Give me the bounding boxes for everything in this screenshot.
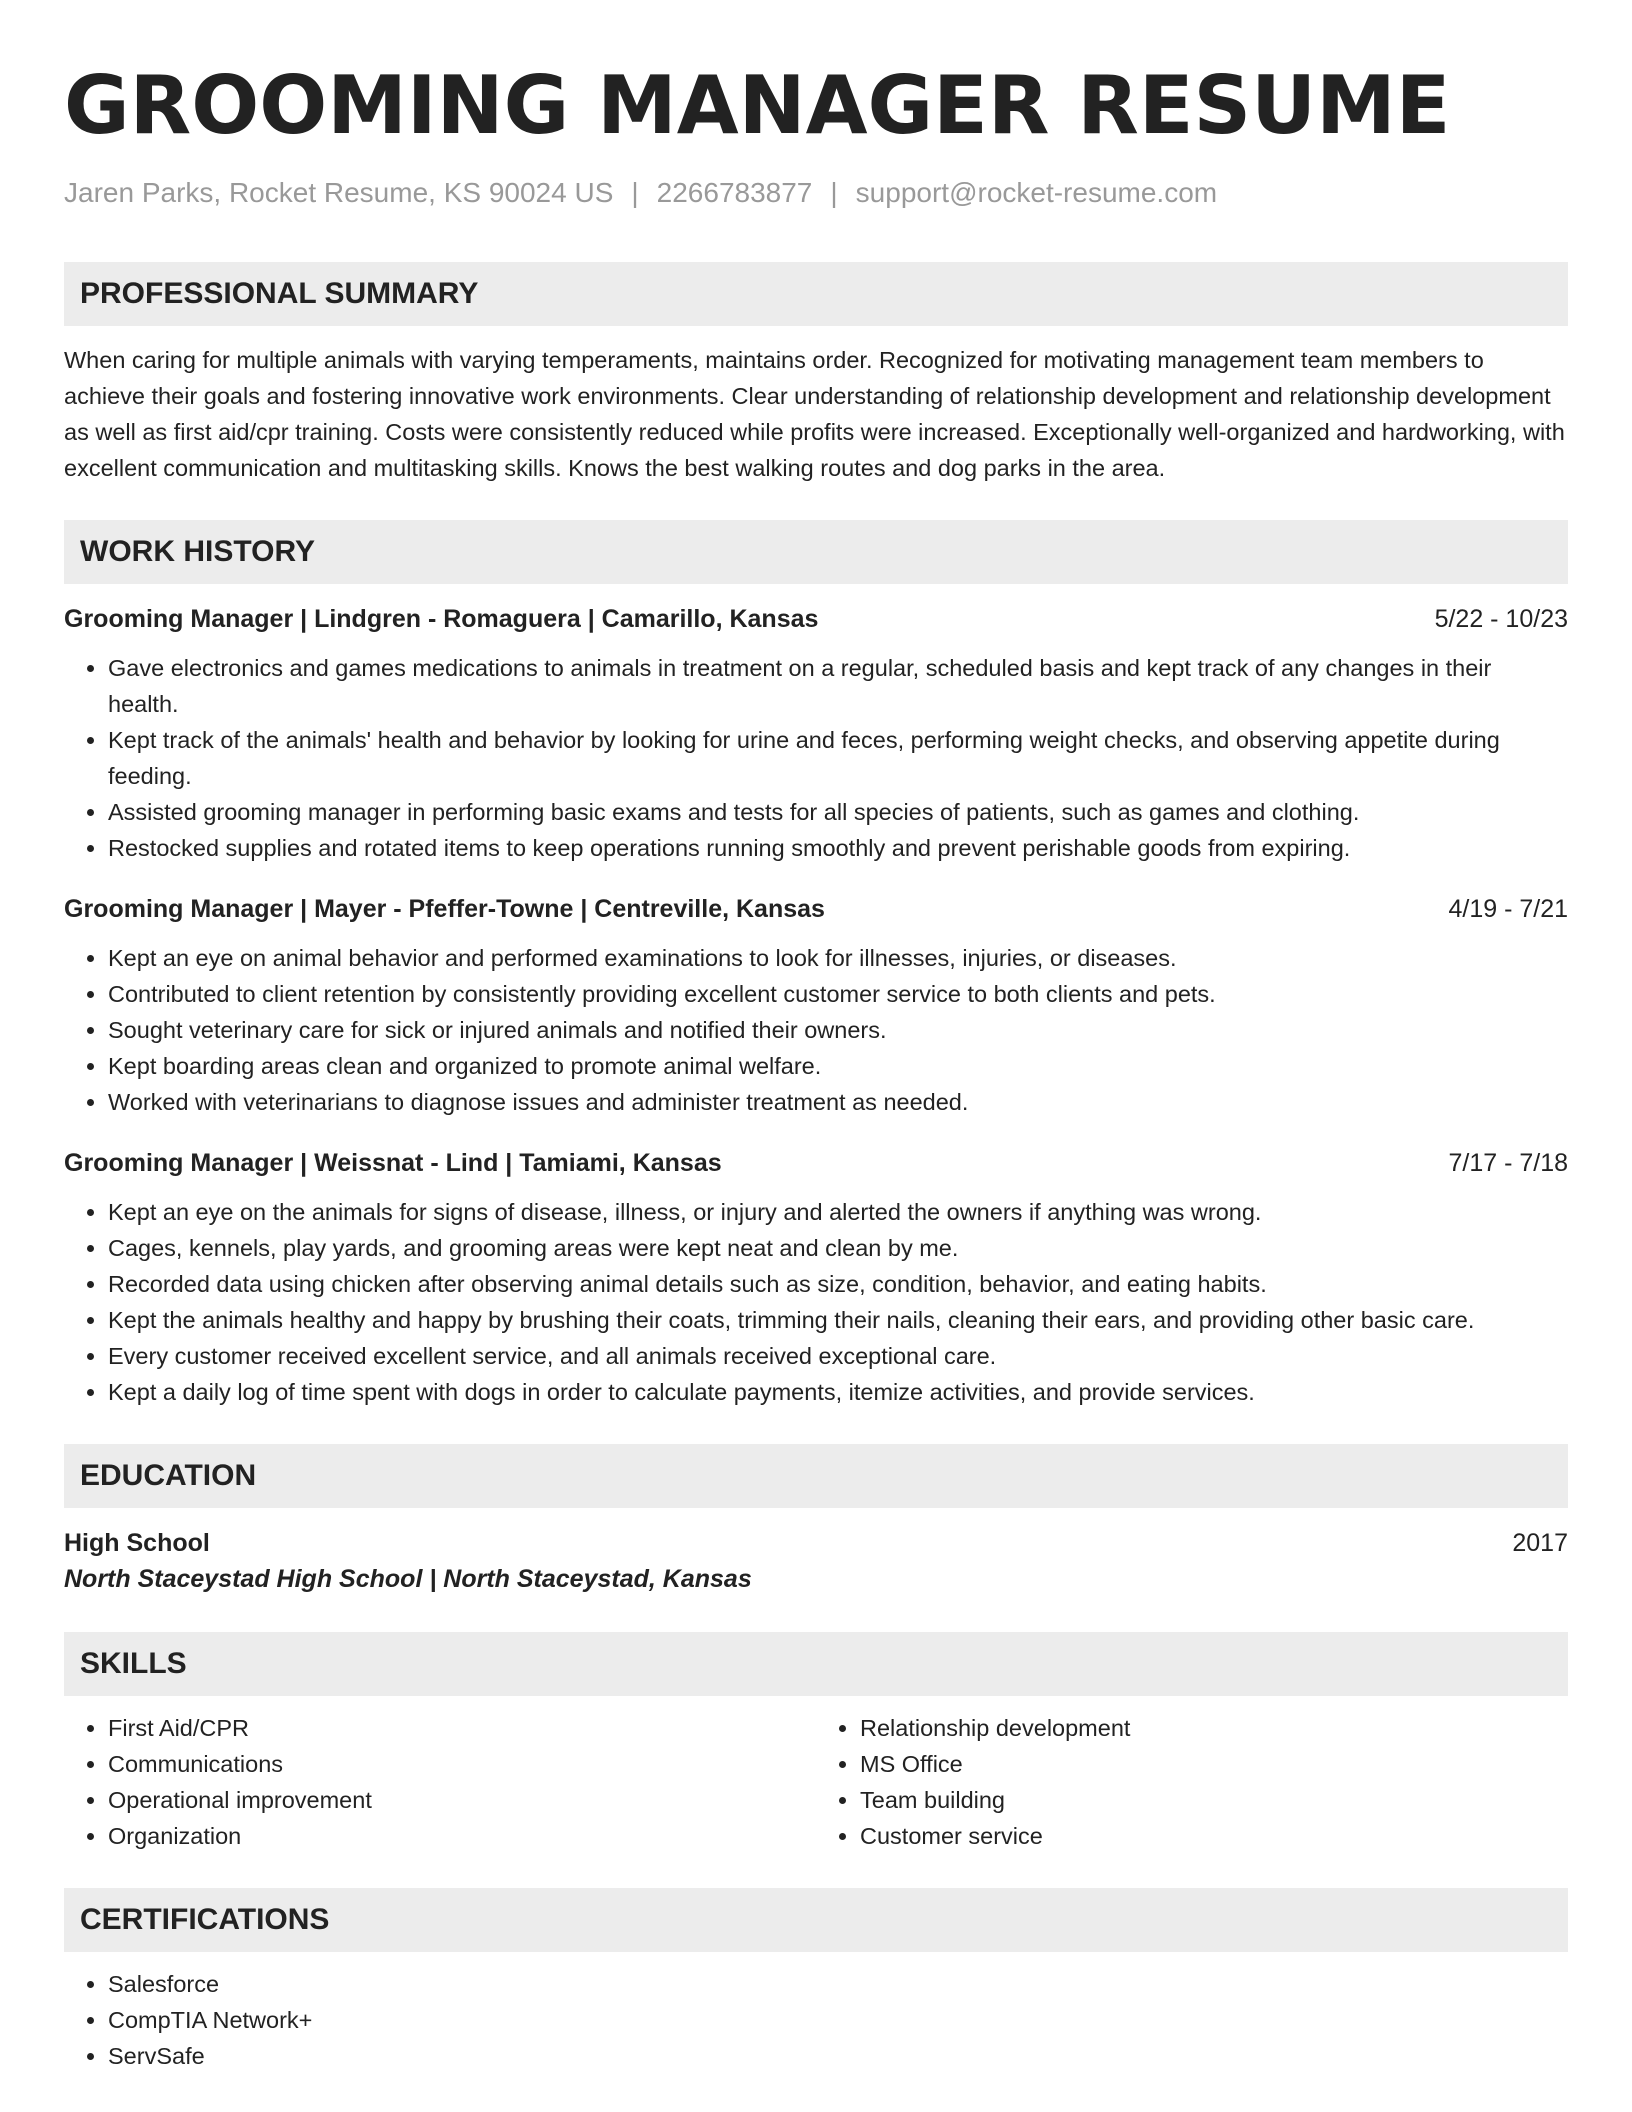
list-item: • Restocked supplies and rotated items to keep operations running smoothly and prevent perishable goods from expiring. [108,830,1568,866]
list-item: • Cages, kennels, play yards, and grooming areas were kept neat and clean by me. [108,1230,1568,1266]
list-item: • Kept the animals healthy and happy by brushing their coats, trimming their nails, cleaning their ears, and providing other basic care. [108,1302,1568,1338]
list-item: • Worked with veterinarians to diagnose issues and administer treatment as needed. [108,1084,1568,1120]
list-item: • Kept boarding areas clean and organized to promote animal welfare. [108,1048,1568,1084]
list-item: • CompTIA Network+ [108,2002,1568,2038]
list-item: • Sought veterinary care for sick or injured animals and notified their owners. [108,1012,1568,1048]
job-title: Grooming Manager | Mayer - Pfeffer-Towne | Centreville, Kansas [64,895,825,923]
list-item: • Salesforce [108,1966,1568,2002]
job-header [64,602,1568,636]
job-dates: 5/22 - 10/23 [1434,605,1568,633]
contact-address: Jaren Parks, Rocket Resume, KS 90024 US [64,177,614,208]
job-entry [64,602,1568,866]
list-item: • First Aid/CPR [108,1710,816,1746]
section-header-summary: PROFESSIONAL SUMMARY [64,262,1568,326]
education-header [64,1526,1568,1560]
list-item: • Assisted grooming manager in performing basic exams and tests for all species of patients, such as games and clothing. [108,794,1568,830]
contact-phone: 2266783877 [656,177,813,208]
job-bullets [64,1194,1568,1410]
job-title: Grooming Manager | Weissnat - Lind | Tamiami, Kansas [64,1149,722,1177]
job-title: Grooming Manager | Lindgren - Romaguera | Camarillo, Kansas [64,605,819,633]
section-header-education: EDUCATION [64,1444,1568,1508]
contact-separator: | [631,177,639,208]
list-item: • Kept track of the animals' health and behavior by looking for urine and feces, performing weight checks, and observing appetite during feeding. [108,722,1568,794]
contact-line [64,176,1568,210]
contact-email: support@rocket-resume.com [855,177,1218,208]
list-item: • ServSafe [108,2038,1568,2074]
list-item: • Kept an eye on animal behavior and performed examinations to look for illnesses, injuries, or diseases. [108,940,1568,976]
list-item: • Organization [108,1818,816,1854]
list-item: • Contributed to client retention by consistently providing excellent customer service to both clients and pets. [108,976,1568,1012]
list-item: • Kept an eye on the animals for signs of disease, illness, or injury and alerted the owners if anything was wrong. [108,1194,1568,1230]
list-item: • Kept a daily log of time spent with dogs in order to calculate payments, itemize activities, and provide services. [108,1374,1568,1410]
list-item: • Recorded data using chicken after observing animal details such as size, condition, behavior, and eating habits. [108,1266,1568,1302]
section-header-certifications: CERTIFICATIONS [64,1888,1568,1952]
list-item: • Customer service [860,1818,1568,1854]
section-header-skills: SKILLS [64,1632,1568,1696]
skills-list-left [64,1710,816,1854]
skills-list-right [816,1710,1568,1854]
job-bullets [64,650,1568,866]
contact-separator: | [830,177,838,208]
job-header [64,892,1568,926]
list-item: • Relationship development [860,1710,1568,1746]
resume-title: GROOMING MANAGER RESUME [64,59,1451,152]
job-dates: 7/17 - 7/18 [1448,1149,1568,1177]
job-header [64,1146,1568,1180]
certifications-list [64,1966,1568,2074]
list-item: • Gave electronics and games medications to animals in treatment on a regular, scheduled basis and kept track of any changes in their health. [108,650,1568,722]
education-year: 2017 [1512,1529,1568,1557]
skills-columns [64,1710,1568,1854]
list-item: • MS Office [860,1746,1568,1782]
section-header-work: WORK HISTORY [64,520,1568,584]
education-school: North Staceystad High School | North Staceystad, Kansas [64,1565,752,1593]
job-dates: 4/19 - 7/21 [1448,895,1568,923]
list-item: • Every customer received excellent service, and all animals received exceptional care. [108,1338,1568,1374]
list-item: • Team building [860,1782,1568,1818]
job-entry [64,892,1568,1120]
job-entry [64,1146,1568,1410]
job-bullets [64,940,1568,1120]
summary-text: When caring for multiple animals with varying temperaments, maintains order. Recognized for motivating management team members to achieve their goals and fostering innovative work environments. Clear understanding of relationship development and relationship development as well as first aid/cpr training. Costs were consistently reduced while profits were increased. Exceptionally well-organized and hardworking, with excellent communication and multitasking skills. Knows the best walking routes and dog parks in the area. [64,347,1565,481]
list-item: • Communications [108,1746,816,1782]
list-item: • Operational improvement [108,1782,816,1818]
education-degree: High School [64,1529,210,1557]
